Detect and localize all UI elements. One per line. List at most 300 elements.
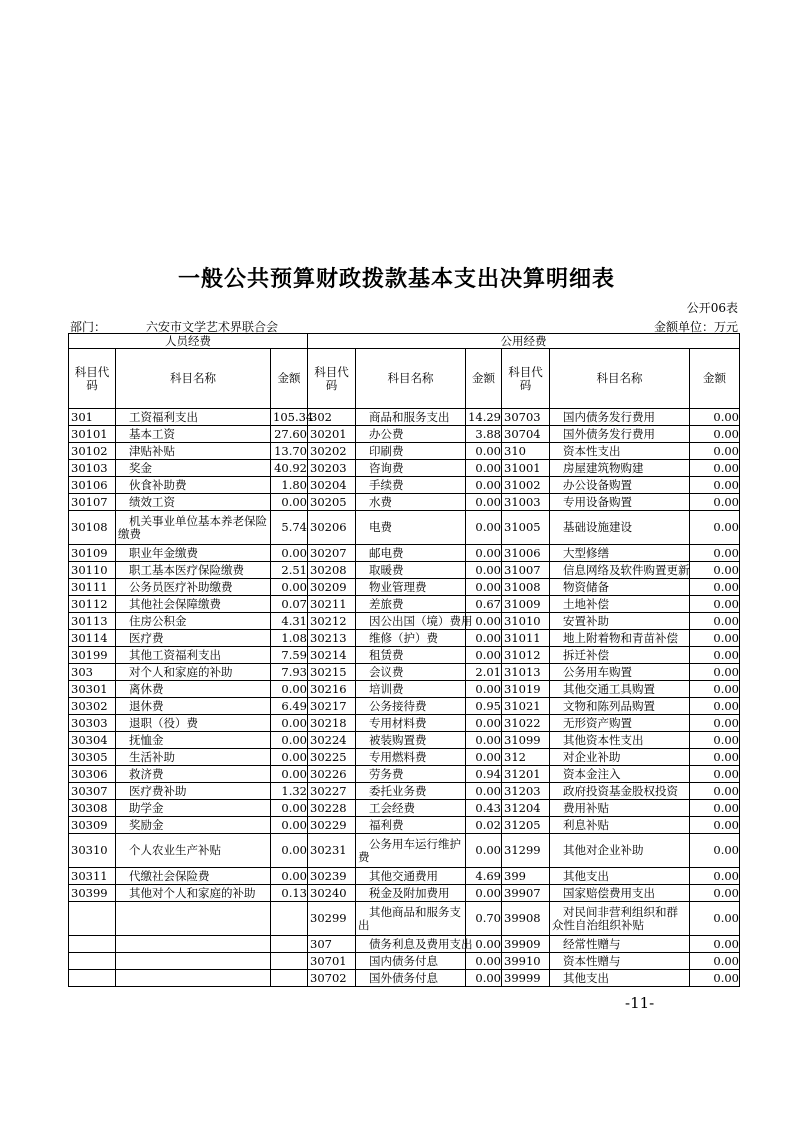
amount-cell: 0.00 [690,562,740,579]
code-cell: 30203 [308,460,356,477]
amount-cell: 0.00 [466,936,502,953]
code-cell: 30107 [69,494,116,511]
amount-cell: 0.00 [271,732,308,749]
code-cell: 31005 [502,511,550,545]
name-cell: 抚恤金 [116,732,271,749]
amount-cell: 0.00 [466,443,502,460]
name-cell: 职业年金缴费 [116,545,271,562]
header-code: 科目代码 [502,349,550,409]
amount-cell: 4.31 [271,613,308,630]
code-cell: 30211 [308,596,356,613]
code-cell: 30304 [69,732,116,749]
code-cell: 30231 [308,834,356,868]
code-cell: 30306 [69,766,116,783]
code-cell: 31012 [502,647,550,664]
name-cell: 工资福利支出 [116,409,271,426]
name-cell: 维修（护）费 [356,630,466,647]
amount-cell: 0.00 [466,477,502,494]
code-cell: 39999 [502,970,550,987]
amount-cell: 0.00 [690,647,740,664]
name-cell: 其他对个人和家庭的补助 [116,885,271,902]
code-cell: 301 [69,409,116,426]
name-cell: 租赁费 [356,647,466,664]
table-row [69,953,740,970]
amount-cell: 0.00 [466,715,502,732]
amount-cell: 0.00 [271,834,308,868]
code-cell: 30201 [308,426,356,443]
amount-cell: 0.00 [690,477,740,494]
name-cell: 拆迁补偿 [550,647,690,664]
name-cell: 其他支出 [550,970,690,987]
table-row [69,800,740,817]
name-cell: 国外债务发行费用 [550,426,690,443]
code-cell: 30309 [69,817,116,834]
name-cell: 土地补偿 [550,596,690,613]
amount-cell: 0.00 [690,698,740,715]
name-cell: 差旅费 [356,596,466,613]
group-header-public: 公用经费 [308,334,740,349]
header-name: 科目名称 [356,349,466,409]
code-cell: 30311 [69,868,116,885]
name-cell: 离休费 [116,681,271,698]
amount-cell: 0.00 [690,630,740,647]
table-row [69,630,740,647]
code-cell: 30205 [308,494,356,511]
amount-cell: 2.01 [466,664,502,681]
table-row [69,749,740,766]
code-cell: 303 [69,664,116,681]
name-cell: 国外债务付息 [356,970,466,987]
amount-cell: 2.51 [271,562,308,579]
code-cell: 30102 [69,443,116,460]
name-cell: 其他资本性支出 [550,732,690,749]
name-cell: 安置补助 [550,613,690,630]
code-cell: 30305 [69,749,116,766]
code-cell: 30227 [308,783,356,800]
name-cell: 专用设备购置 [550,494,690,511]
name-cell: 代缴社会保险费 [116,868,271,885]
name-cell: 办公费 [356,426,466,443]
code-cell: 30209 [308,579,356,596]
table-row [69,715,740,732]
name-cell: 福利费 [356,817,466,834]
name-cell: 水费 [356,494,466,511]
name-cell: 房屋建筑物购建 [550,460,690,477]
table-row [69,664,740,681]
amount-cell [271,970,308,987]
amount-cell: 0.00 [466,511,502,545]
table-row [69,647,740,664]
code-cell: 30302 [69,698,116,715]
name-cell: 救济费 [116,766,271,783]
name-cell: 物资储备 [550,579,690,596]
amount-cell: 40.92 [271,460,308,477]
amount-cell: 4.69 [466,868,502,885]
amount-cell: 0.00 [271,817,308,834]
amount-cell: 0.00 [690,426,740,443]
amount-cell: 0.00 [690,885,740,902]
code-cell: 30229 [308,817,356,834]
table-row [69,562,740,579]
name-cell: 邮电费 [356,545,466,562]
code-cell: 30218 [308,715,356,732]
code-cell: 312 [502,749,550,766]
code-cell: 31022 [502,715,550,732]
amount-cell: 0.00 [466,630,502,647]
name-cell [116,936,271,953]
amount-cell: 0.00 [466,681,502,698]
amount-cell: 0.00 [466,834,502,868]
code-cell: 31001 [502,460,550,477]
name-cell: 债务利息及费用支出 [356,936,466,953]
table-row [69,596,740,613]
code-cell: 30114 [69,630,116,647]
code-cell: 30207 [308,545,356,562]
table-row [69,579,740,596]
name-cell: 文物和陈列品购置 [550,698,690,715]
amount-cell: 7.59 [271,647,308,664]
amount-cell: 3.88 [466,426,502,443]
name-cell: 机关事业单位基本养老保险缴费 [116,511,271,545]
table-row [69,460,740,477]
amount-cell: 0.00 [466,783,502,800]
name-cell: 伙食补助费 [116,477,271,494]
code-cell: 31003 [502,494,550,511]
name-cell: 住房公积金 [116,613,271,630]
code-cell [69,902,116,936]
name-cell: 基本工资 [116,426,271,443]
code-cell: 30226 [308,766,356,783]
name-cell: 资本性赠与 [550,953,690,970]
department-label: 部门： [70,320,107,334]
name-cell: 国内债务付息 [356,953,466,970]
amount-cell: 0.00 [690,545,740,562]
name-cell: 工会经费 [356,800,466,817]
code-cell: 30703 [502,409,550,426]
code-cell: 30213 [308,630,356,647]
table-row [69,970,740,987]
amount-cell: 0.00 [690,783,740,800]
code-cell: 31099 [502,732,550,749]
table-row [69,834,740,868]
table-row [69,443,740,460]
name-cell: 利息补贴 [550,817,690,834]
amount-cell: 0.00 [271,715,308,732]
table-row [69,732,740,749]
code-cell: 30110 [69,562,116,579]
amount-cell: 0.00 [690,613,740,630]
name-cell: 专用材料费 [356,715,466,732]
name-cell: 委托业务费 [356,783,466,800]
code-cell: 30239 [308,868,356,885]
header-code: 科目代码 [69,349,116,409]
amount-cell: 0.00 [690,868,740,885]
name-cell [116,970,271,987]
amount-cell: 0.00 [271,545,308,562]
name-cell: 绩效工资 [116,494,271,511]
header-amount: 金额 [690,349,740,409]
code-cell: 31204 [502,800,550,817]
code-cell: 39908 [502,902,550,936]
code-cell: 30215 [308,664,356,681]
name-cell: 其他工资福利支出 [116,647,271,664]
code-cell: 30109 [69,545,116,562]
name-cell: 无形资产购置 [550,715,690,732]
code-cell: 302 [308,409,356,426]
header-code: 科目代码 [308,349,356,409]
name-cell: 职工基本医疗保险缴费 [116,562,271,579]
amount-cell: 0.00 [466,613,502,630]
amount-cell: 0.00 [690,596,740,613]
amount-cell: 13.70 [271,443,308,460]
amount-cell: 0.00 [690,749,740,766]
name-cell: 资本性支出 [550,443,690,460]
amount-cell: 5.74 [271,511,308,545]
name-cell: 信息网络及软件购置更新 [550,562,690,579]
amount-cell: 0.00 [690,732,740,749]
table-row [69,936,740,953]
amount-cell: 0.00 [271,681,308,698]
name-cell: 其他社会保障缴费 [116,596,271,613]
amount-cell: 0.00 [271,494,308,511]
table-row [69,681,740,698]
name-cell: 对民间非营利组织和群众性自治组织补贴 [550,902,690,936]
name-cell: 奖金 [116,460,271,477]
amount-cell [271,936,308,953]
amount-cell: 0.00 [466,749,502,766]
name-cell: 奖励金 [116,817,271,834]
amount-cell: 1.08 [271,630,308,647]
table-row [69,868,740,885]
amount-cell: 0.00 [690,953,740,970]
name-cell: 其他交通费用 [356,868,466,885]
code-cell [69,970,116,987]
code-cell: 30112 [69,596,116,613]
amount-cell: 0.00 [690,681,740,698]
name-cell: 国家赔偿费用支出 [550,885,690,902]
name-cell: 培训费 [356,681,466,698]
code-cell: 399 [502,868,550,885]
table-row [69,477,740,494]
amount-cell: 0.00 [271,766,308,783]
code-cell: 30228 [308,800,356,817]
code-cell: 31299 [502,834,550,868]
code-cell: 30216 [308,681,356,698]
code-cell: 30299 [308,902,356,936]
name-cell: 助学金 [116,800,271,817]
code-cell: 31019 [502,681,550,698]
amount-cell: 0.00 [466,953,502,970]
amount-cell: 0.00 [466,494,502,511]
table-row [69,511,740,545]
amount-cell: 0.00 [690,817,740,834]
amount-cell: 0.00 [690,766,740,783]
amount-cell: 0.00 [271,579,308,596]
amount-cell [271,953,308,970]
name-cell: 地上附着物和青苗补偿 [550,630,690,647]
code-cell: 30202 [308,443,356,460]
name-cell: 公务用车购置 [550,664,690,681]
amount-cell: 0.00 [466,579,502,596]
code-cell: 30106 [69,477,116,494]
amount-cell: 0.00 [466,885,502,902]
amount-cell: 0.00 [690,936,740,953]
amount-cell: 0.02 [466,817,502,834]
name-cell: 其他交通工具购置 [550,681,690,698]
name-cell: 医疗费 [116,630,271,647]
code-cell: 30240 [308,885,356,902]
page-title: 一般公共预算财政拨款基本支出决算明细表 [177,267,615,292]
name-cell: 因公出国（境）费用 [356,613,466,630]
table-row [69,698,740,715]
code-cell: 39910 [502,953,550,970]
table-row [69,902,740,936]
amount-cell: 6.49 [271,698,308,715]
code-cell: 31013 [502,664,550,681]
header-amount: 金额 [466,349,502,409]
amount-cell: 0.00 [466,562,502,579]
code-cell: 30702 [308,970,356,987]
code-cell: 310 [502,443,550,460]
code-cell: 31203 [502,783,550,800]
code-cell: 30108 [69,511,116,545]
code-cell: 30204 [308,477,356,494]
amount-cell: 0.13 [271,885,308,902]
code-cell: 30307 [69,783,116,800]
code-cell: 30103 [69,460,116,477]
amount-cell: 0.00 [466,732,502,749]
name-cell: 退职（役）费 [116,715,271,732]
table-row [69,494,740,511]
name-cell: 个人农业生产补贴 [116,834,271,868]
amount-cell: 27.60 [271,426,308,443]
amount-cell: 0.00 [690,409,740,426]
code-cell: 30308 [69,800,116,817]
amount-cell: 0.00 [690,800,740,817]
code-cell: 39909 [502,936,550,953]
code-cell: 30214 [308,647,356,664]
department-name: 六安市文学艺术界联合会 [146,320,279,334]
code-cell: 30212 [308,613,356,630]
name-cell: 取暖费 [356,562,466,579]
table-row [69,766,740,783]
amount-cell: 0.00 [466,460,502,477]
code-cell: 30303 [69,715,116,732]
amount-cell: 0.00 [271,868,308,885]
name-cell: 公务接待费 [356,698,466,715]
code-cell: 30199 [69,647,116,664]
name-cell: 资本金注入 [550,766,690,783]
name-cell: 医疗费补助 [116,783,271,800]
name-cell: 专用燃料费 [356,749,466,766]
amount-cell: 14.29 [466,409,502,426]
code-cell: 39907 [502,885,550,902]
code-cell: 307 [308,936,356,953]
name-cell: 其他支出 [550,868,690,885]
code-cell: 30224 [308,732,356,749]
amount-cell: 0.43 [466,800,502,817]
amount-cell: 0.00 [466,970,502,987]
name-cell: 费用补贴 [550,800,690,817]
name-cell: 其他对企业补助 [550,834,690,868]
code-cell: 31006 [502,545,550,562]
amount-cell: 0.00 [690,834,740,868]
table-row [69,613,740,630]
header-name: 科目名称 [116,349,271,409]
name-cell: 政府投资基金股权投资 [550,783,690,800]
name-cell: 税金及附加费用 [356,885,466,902]
code-cell: 30301 [69,681,116,698]
expenditure-table [68,333,740,987]
table-row [69,545,740,562]
code-cell: 30113 [69,613,116,630]
amount-cell: 0.94 [466,766,502,783]
name-cell: 物业管理费 [356,579,466,596]
name-cell: 劳务费 [356,766,466,783]
amount-cell: 0.00 [690,902,740,936]
code-cell: 30399 [69,885,116,902]
code-cell [69,936,116,953]
header-name: 科目名称 [550,349,690,409]
amount-cell: 0.00 [466,545,502,562]
name-cell: 生活补助 [116,749,271,766]
name-cell: 基础设施建设 [550,511,690,545]
table-row [69,817,740,834]
amount-cell: 0.00 [690,970,740,987]
code-cell: 31010 [502,613,550,630]
name-cell: 对企业补助 [550,749,690,766]
amount-unit: 金额单位：万元 [653,320,738,334]
name-cell: 办公设备购置 [550,477,690,494]
amount-cell: 1.32 [271,783,308,800]
code-cell: 31011 [502,630,550,647]
name-cell: 公务用车运行维护费 [356,834,466,868]
name-cell: 电费 [356,511,466,545]
table-row [69,783,740,800]
amount-cell: 1.80 [271,477,308,494]
code-cell: 31205 [502,817,550,834]
name-cell [116,953,271,970]
amount-cell: 0.00 [271,800,308,817]
name-cell: 经常性赠与 [550,936,690,953]
form-number: 公开06表 [686,301,738,315]
code-cell: 31021 [502,698,550,715]
amount-cell: 0.00 [271,749,308,766]
amount-cell: 7.93 [271,664,308,681]
amount-cell: 0.00 [690,579,740,596]
name-cell: 会议费 [356,664,466,681]
name-cell: 印刷费 [356,443,466,460]
amount-cell: 0.00 [690,715,740,732]
code-cell: 30701 [308,953,356,970]
code-cell: 30208 [308,562,356,579]
name-cell: 手续费 [356,477,466,494]
code-cell: 30111 [69,579,116,596]
amount-cell: 0.00 [466,647,502,664]
amount-cell: 0.95 [466,698,502,715]
table-row [69,426,740,443]
code-cell: 31009 [502,596,550,613]
amount-cell: 0.00 [690,443,740,460]
name-cell: 国内债务发行费用 [550,409,690,426]
amount-cell: 105.34 [271,409,308,426]
amount-cell: 0.00 [690,494,740,511]
code-cell: 31002 [502,477,550,494]
header-amount: 金额 [271,349,308,409]
name-cell: 公务员医疗补助缴费 [116,579,271,596]
code-cell: 30310 [69,834,116,868]
page-number: -11- [625,994,655,1012]
